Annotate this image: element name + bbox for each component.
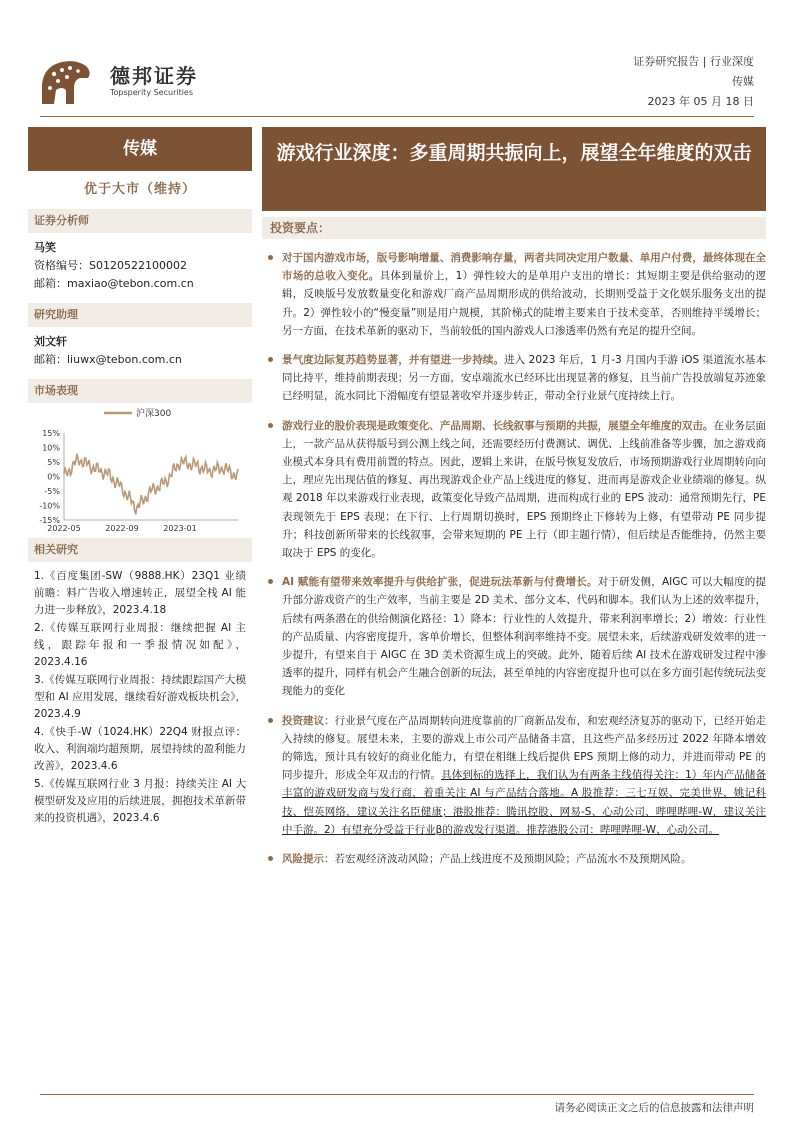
sector-box: 传媒 [28, 127, 252, 171]
analyst-cert: 资格编号：S0120522100002 [34, 259, 187, 272]
key-point-body: 在业务层面上，一款产品从获得版号到公测上线之间，还需要经历付费测试、调优、上线前准备等步骤，加之游戏商业模式本身具有费用前置的特点。因此，逻辑上来讲，在版号恢复发放后，市场预期游戏行业周期转向向上，理应先出现估值的修复、再出现游戏企业产品上线进度的修复、进而再是游戏企业业绩端的修复。纵观 2018 年以来游戏行业表现，政策变化导致产品周期，进而构成行业的 EPS 波动：通常预期先行，PE 表现领先于 EPS 表现；在下行、上行周期切换时，EPS 预期终止下修转为上修，有望带动 PE 同步提升；科技创新所带来的长线叙事，会带来短期的 PE 上行（即主题行情），但后续是否能维持，仍然主要取决于 EPS 的变化。 [282, 419, 767, 560]
logo-name: 德邦证券 [110, 64, 198, 88]
key-point [262, 573, 766, 700]
title-box [262, 127, 766, 211]
market-chart [28, 403, 252, 538]
rating: 优于大市（维持） [83, 182, 196, 197]
y-tick-label: -15% [39, 516, 60, 525]
bullet-icon [268, 357, 273, 362]
key-points-head: 投资要点： [262, 217, 766, 239]
report-type: 证券研究报告 | 行业深度 [633, 55, 754, 68]
related-research-list [28, 562, 252, 827]
key-point-lead: 游戏行业的股价表现是政策变化、产品周期、长线叙事与预期的共振，展望全年维度的双击。 [282, 419, 714, 432]
key-point [262, 351, 766, 406]
analyst-name: 马笑 [34, 241, 56, 254]
header-divider [40, 116, 754, 117]
key-point-body: 对于研发侧，AIGC 可以大幅度的提升部分游戏资产的生产效率，当前主要是 2D 美术、部分文本、代码和脚本。我们认为上述的效率提升，后续有两条潜在的供给侧演化路径：1）降本：行业性的人效提升，带来利润率增长；2）增效：行业性的产品质量、内容密度提升，客单价增长，但整体利润率维持不变。展望未来，后续游戏研发效率的进一步提升，有望来自于 AIGC 在 3D 美术资源生成上的突破。此外，随着后续 AI 技术在游戏研发过程中渗透率的提升，同样有机会产生融合创新的玩法，甚至单纯的内容密度提升也可以在多方面引起传统玩法变现能力的变化 [282, 576, 767, 698]
key-point [262, 417, 766, 563]
market-section-head: 市场表现 [28, 379, 252, 403]
leopard-logo-icon [40, 56, 92, 106]
key-points [262, 249, 766, 879]
research-section-head: 相关研究 [28, 538, 252, 562]
research-item: 3.《传媒互联网行业周报：持续跟踪国产大模型和 AI 应用发展，继续看好游戏板块机会》，2023.4.9 [34, 674, 246, 720]
header-meta [633, 52, 754, 112]
research-item: 5.《传媒互联网行业 3 月报：持续关注 AI 大模型研发及应用的后续进展，拥抱技术革新带来的投资机遇》，2023.4.6 [34, 778, 246, 824]
key-point [262, 249, 766, 340]
logo-english-name: Topsperity Securities [110, 88, 194, 97]
analyst-info [28, 233, 252, 293]
key-point-underlined: 具体到标的选择上，我们认为有两条主线值得关注：1）年内产品储备丰富的游戏研发商与发行商，着重关注 AI 与产品结合落地。A 股推荐：三七互娱、完美世界、姚记科技、恺英网络，建议关注名臣健康；港股推荐：腾讯控股、网易-S、心动公司、哔哩哔哩-W，建议关注中手游。2）有望充分受益于行业β的游戏发行渠道。推荐港股公司：哔哩哔哩-W、心动公司。 [282, 769, 766, 836]
footer-disclaimer: 请务必阅读正文之后的信息披露和法律声明 [554, 1102, 754, 1114]
report-date: 2023 年 05 月 18 日 [647, 95, 754, 108]
assistant-name: 刘文轩 [34, 335, 67, 348]
bullet-icon [268, 255, 273, 260]
assistant-section-head: 研究助理 [28, 303, 252, 327]
sidebar [28, 127, 252, 828]
report-header [0, 0, 794, 118]
key-point-lead: 对于国内游戏市场，版号影响增量、消费影响存量，两者共同决定用户数量、单用户付费，最终体现在全市场的总收入变化。 [282, 252, 766, 283]
market-line-chart [28, 403, 252, 538]
company-logo [40, 56, 240, 106]
bullet-icon [268, 423, 273, 428]
research-item: 1.《百度集团-SW（9888.HK）23Q1 业绩前瞻：料广告收入增速转正，展望全栈 AI 能力进一步释放》，2023.4.18 [34, 570, 246, 616]
bullet-icon [268, 579, 273, 584]
key-point-lead: 风险提示： [282, 853, 335, 866]
key-point-body: 行业景气度在产品周期转向进度靠前的厂商新品发布，和宏观经济复苏的驱动下，已经开始走入持续的修复。展望未来，主要的游戏上市公司产品储备丰富，且这些产品多经历过 2022 年降本增效的筛选，预计具有较好的商业化能力，有望在相继上线后提供 EPS 预期上修的动力，并进而带动 PE 的同步提升，形成全年双击的行情。 [282, 714, 767, 782]
research-item: 4.《快手-W（1024.HK）22Q4 财报点评：收入、利润端均超预期，展望持续的盈利能力改善》，2023.4.6 [34, 726, 246, 772]
y-tick-label: 15% [42, 429, 60, 438]
key-point-lead: 投资建议： [282, 714, 335, 727]
analyst-email: 邮箱：maxiao@tebon.com.cn [34, 277, 194, 290]
key-point [262, 850, 766, 868]
y-tick-label: 0% [47, 472, 60, 482]
key-point-body: 具体到量价上，1）弹性较大的是单用户支出的增长：其短期主要是供给驱动的逻辑，反映版号发放数量变化和游戏厂商产品周期形成的供给波动，长期则受益于文化娱乐服务支出的提升。2）弹性较小的“慢变量”则是用户规模，其阶梯式的陡增主要来自于技术变革，否则维持平缓增长；另一方面，在技术革新的驱动下，当前较低的国内游戏人口渗透率仍然有充足的提升空间。 [282, 270, 766, 337]
key-point-lead: 景气度边际复苏趋势显著，并有望进一步持续。 [282, 354, 505, 367]
y-tick-label: -10% [39, 501, 60, 511]
y-tick-label: 5% [47, 458, 60, 467]
series-line [64, 454, 238, 514]
legend-label: 沪深300 [136, 409, 172, 419]
bullet-icon [268, 856, 273, 861]
y-tick-label: -5% [44, 487, 60, 496]
key-point-body: 若宏观经济波动风险；产品上线进度不及预期风险；产品流水不及预期风险。 [334, 853, 692, 866]
x-tick-label: 2022-09 [105, 524, 139, 533]
key-point [262, 712, 766, 839]
x-tick-label: 2023-01 [163, 524, 197, 533]
x-tick-label: 2022-05 [47, 524, 81, 533]
footer-divider [40, 1094, 754, 1095]
key-point-lead: AI 赋能有望带来效率提升与供给扩张，促进玩法革新与付费增长。 [282, 576, 598, 589]
assistant-info [28, 327, 252, 369]
research-item: 2.《传媒互联网行业周报：继续把握 AI 主线，跟踪年报和一季报情况如配》，2023.4.16 [34, 622, 246, 668]
report-title: 游戏行业深度：多重周期共振向上，展望全年维度的双击 [276, 142, 752, 164]
key-point-body: 进入 2023 年后，1 月-3 月国内手游 iOS 渠道流水基本同比持平，维持前期表现；另一方面，安卓端流水已经环比出现显著的修复，且当前广告投放端复苏迹象已经明显，流水同比下滑幅度有望显著收窄并逐步转正，带动全行业景气度持续上行。 [282, 354, 766, 403]
assistant-email: 邮箱：liuwx@tebon.com.cn [34, 353, 182, 366]
header-sector: 传媒 [732, 75, 754, 88]
y-tick-label: 10% [42, 443, 60, 453]
analyst-section-head: 证券分析师 [28, 209, 252, 233]
bullet-icon [268, 718, 273, 723]
